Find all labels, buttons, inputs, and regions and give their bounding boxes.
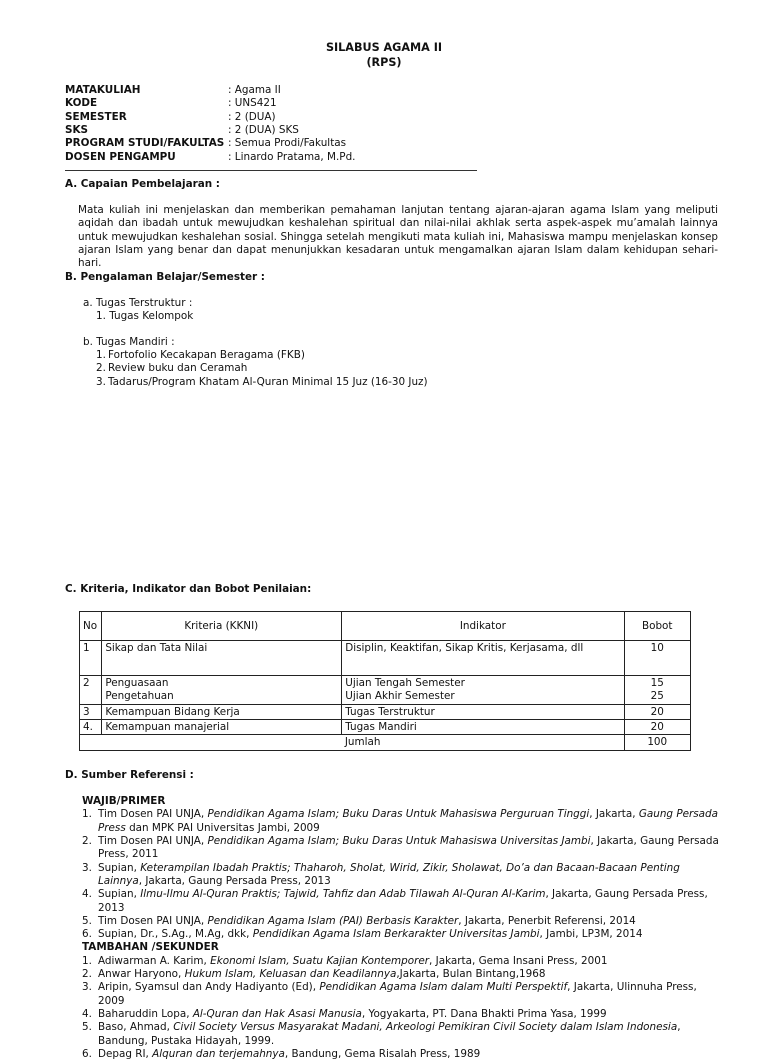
reference-text: , Jakarta, Gaung Persada Press, 2013 [98, 888, 708, 914]
reference-text: , Jambi, LP3M, 2014 [539, 928, 643, 941]
cell-line: Pengetahuan [105, 690, 174, 703]
reference-item [82, 955, 722, 968]
meta-value: : Agama II [228, 84, 281, 96]
total-value: 100 [625, 735, 691, 750]
reference-number: 5. [82, 1021, 92, 1034]
reference-text: Aripin, Syamsul dan Andy Hadiyanto (Ed), [98, 981, 320, 994]
reference-title: Gaung Persada Press [98, 808, 718, 834]
cell-bobot [625, 641, 691, 676]
meta-row [65, 97, 355, 110]
criteria-table [79, 611, 691, 751]
cell-line: Kemampuan manajerial [105, 720, 230, 733]
reference-item [82, 1021, 722, 1048]
section-a-text: Mata kuliah ini menjelaskan dan memberikan pemahaman lanjutan tentang ajaran-ajaran agama Islam yang meliputi aqidah dan ibadah untuk mewujudkan keshalehan spiritual dan nilai-nilai akhlak serta aspek-aspek mu’amalah lainnya untuk mewujudkan keshalehan sosial. Shingga setelah mengikuti mata kuliah ini, Mahasiswa mampu menjelaskan konsep ajaran Islam yang benar dan dapat menunjukkan kesadaran untuk mengamalkan ajaran Islam dalam kehidupan sehari-hari. [78, 204, 718, 270]
reference-text: , Bandung, Gema Risalah Press, 1989 [284, 1047, 481, 1060]
list-number: 2. [96, 362, 106, 375]
reference-item [82, 862, 722, 889]
reference-title: Pendidikan Agama Islam; Buku Daras Untuk Mahasiswa Perguruan Tinggi [207, 808, 590, 821]
reference-text: Adiwarman A. Karim, [98, 954, 211, 967]
meta-row [65, 124, 355, 137]
reference-title: Ekonomi Islam, Suatu Kajian Kontemporer [210, 954, 430, 967]
cell-line: Kemampuan Bidang Kerja [105, 705, 240, 718]
reference-title: Ilmu-Ilmu Al-Quran Praktis; Tajwid, Tahfiz dan Adab Tilawah Al-Quran Al-Karim [140, 888, 546, 901]
reference-title: Pendidikan Agama Islam; Buku Daras Untuk Mahasiswa Universitas Jambi [207, 834, 591, 847]
reference-text: ,Jakarta, Bulan Bintang,1968 [396, 968, 546, 981]
cell-kriteria [102, 641, 342, 676]
meta-divider [65, 170, 477, 171]
meta-value: : UNS421 [228, 97, 277, 110]
reference-title: Keterampilan Ibadah Praktis; Thaharoh, Sholat, Wirid, Zikir, Sholawat, Do’a dan Bacaan-Bacaan Penting Lainnya [98, 861, 680, 887]
list-text: Fortofolio Kecakapan Beragama (FKB) [108, 349, 305, 361]
reference-item [82, 968, 722, 981]
reference-text: Supian, Dr., S.Ag., M.Ag, dkk, [98, 928, 253, 941]
cell-line: Tugas Terstruktur [345, 705, 435, 718]
list-number: 3. [96, 375, 106, 388]
reference-title: Civil Society Versus Masyarakat Madani, Arkeologi Pemikiran Civil Society dalam Islam Indonesia [173, 1021, 678, 1034]
table-row [80, 676, 691, 705]
document-title: SILABUS AGAMA II [325, 41, 443, 54]
cell-bobot [625, 719, 691, 734]
cell-line: 10 [650, 642, 664, 654]
meta-row [65, 111, 355, 124]
reference-item [82, 981, 722, 1008]
meta-key: MATAKULIAH [65, 84, 141, 96]
section-c-heading: C. Kriteria, Indikator dan Bobot Penilaian: [65, 583, 312, 595]
meta-key: KODE [65, 97, 98, 110]
reference-text: dan MPK PAI Universitas Jambi, 2009 [125, 821, 320, 834]
cell-empty [80, 735, 102, 750]
table-row [80, 719, 691, 734]
list-item [96, 362, 696, 375]
cell-line: Tugas Mandiri [345, 720, 417, 733]
reference-number: 4. [82, 888, 92, 901]
col-header-bobot: Bobot [625, 612, 691, 641]
reference-item [82, 928, 722, 941]
course-meta-table [65, 84, 355, 164]
reference-number: 3. [82, 981, 92, 994]
meta-value: : Semua Prodi/Fakultas [228, 137, 347, 150]
reference-text: , Jakarta, Gaung Persada Press, 2013 [138, 874, 331, 887]
primer-reference-list [82, 808, 722, 941]
list-item [96, 376, 696, 389]
reference-text: , Jakarta, Ulinnuha Press, 2009 [98, 981, 697, 1007]
meta-value: : 2 (DUA) SKS [228, 123, 299, 136]
cell-line: Disiplin, Keaktifan, Sikap Kritis, Kerjasama, dll [345, 642, 584, 654]
cell-kriteria [102, 704, 342, 719]
reference-item [82, 1008, 722, 1021]
list-text: Review buku dan Ceramah [108, 362, 248, 375]
table-total-row [80, 735, 691, 750]
references-block [82, 795, 722, 1061]
reference-text: Tim Dosen PAI UNJA, [98, 808, 208, 821]
reference-text: Baso, Ahmad, [98, 1021, 174, 1034]
meta-row [65, 137, 355, 150]
cell-kriteria [102, 676, 342, 705]
reference-item [82, 1048, 722, 1061]
reference-number: 1. [82, 808, 92, 821]
reference-text: , Jakarta, Gaung Persada Press, 2011 [98, 834, 719, 861]
meta-key: SEMESTER [65, 110, 127, 123]
table-row [80, 641, 691, 676]
cell-no: 4. [80, 719, 102, 734]
cell-indikator [342, 641, 625, 676]
cell-indikator [342, 719, 625, 734]
reference-text: Supian, [98, 888, 141, 901]
cell-line: Penguasaan [105, 677, 169, 689]
reference-title: Pendidikan Agama Islam Berkarakter Universitas Jambi [252, 928, 540, 941]
reference-text: Baharuddin Lopa, [98, 1008, 193, 1020]
reference-text: , Yogyakarta, PT. Dana Bhakti Prima Yasa, 1999 [361, 1008, 607, 1020]
meta-key: PROGRAM STUDI/FAKULTAS [65, 137, 225, 150]
col-header-indikator: Indikator [342, 612, 625, 641]
meta-key: DOSEN PENGAMPU [65, 150, 176, 163]
reference-text: Anwar Haryono, [98, 968, 185, 981]
reference-number: 6. [82, 928, 92, 941]
cell-indikator [342, 676, 625, 705]
reference-title: Alquran dan terjemahnya [152, 1047, 285, 1060]
cell-kriteria [102, 719, 342, 734]
cell-indikator [342, 704, 625, 719]
reference-text: Tim Dosen PAI UNJA, [98, 834, 208, 847]
reference-number: 5. [82, 914, 92, 927]
tugas-terstruktur-label: a. Tugas Terstruktur : [83, 297, 193, 309]
reference-number: 3. [82, 861, 92, 874]
meta-row [65, 84, 355, 97]
col-header-kriteria: Kriteria (KKNI) [102, 612, 342, 641]
section-d-heading: D. Sumber Referensi : [65, 769, 194, 781]
reference-text: Supian, [98, 861, 141, 874]
reference-text: , Jakarta, Gema Insani Press, 2001 [429, 954, 608, 967]
reference-item [82, 808, 722, 835]
primer-label: WAJIB/PRIMER [82, 795, 166, 807]
meta-value: : 2 (DUA) [228, 110, 276, 123]
tugas-terstruktur-item: 1. Tugas Kelompok [96, 310, 194, 322]
table-header-row [80, 612, 691, 641]
section-a-heading: A. Capaian Pembelajaran : [65, 178, 220, 190]
tugas-mandiri-list [96, 349, 696, 389]
meta-value: : Linardo Pratama, M.Pd. [228, 150, 356, 163]
meta-row [65, 151, 355, 164]
cell-line: 25 [650, 690, 664, 703]
reference-title: Pendidikan Agama Islam (PAI) Berbasis Karakter [207, 914, 459, 927]
cell-line: 20 [650, 720, 664, 733]
cell-line: Ujian Tengah Semester [345, 677, 465, 689]
cell-no: 2 [80, 676, 102, 705]
total-label: Jumlah [102, 735, 625, 750]
cell-no: 1 [80, 641, 102, 676]
cell-line: 15 [650, 677, 664, 689]
section-b-heading: B. Pengalaman Belajar/Semester : [65, 271, 265, 283]
sekunder-reference-list [82, 955, 722, 1061]
list-number: 1. [96, 349, 106, 361]
reference-text: , Bandung, Pustaka Hidayah, 1999. [98, 1021, 681, 1047]
cell-line: 20 [650, 705, 664, 718]
list-item [96, 349, 696, 362]
reference-item [82, 915, 722, 928]
reference-number: 6. [82, 1047, 92, 1060]
sekunder-label: TAMBAHAN /SEKUNDER [82, 941, 219, 954]
reference-title: Pendidikan Agama Islam dalam Multi Perspektif [319, 981, 568, 994]
cell-bobot [625, 676, 691, 705]
reference-title: Al-Quran dan Hak Asasi Manusia [192, 1008, 362, 1020]
tugas-mandiri-label: b. Tugas Mandiri : [83, 336, 175, 348]
col-header-no: No [80, 612, 102, 641]
reference-number: 2. [82, 968, 92, 981]
reference-title: Hukum Islam, Keluasan dan Keadilannya [184, 968, 397, 981]
reference-number: 4. [82, 1008, 92, 1020]
reference-number: 2. [82, 834, 92, 847]
meta-key: SKS [65, 123, 89, 136]
cell-line: Ujian Akhir Semester [345, 690, 455, 703]
document-title-block [0, 41, 768, 70]
document-subtitle: (RPS) [366, 55, 402, 69]
list-text: Tadarus/Program Khatam Al-Quran Minimal 15 Juz (16-30 Juz) [108, 375, 428, 388]
reference-text: , Jakarta, Penerbit Referensi, 2014 [458, 914, 636, 927]
table-row [80, 704, 691, 719]
reference-item [82, 835, 722, 862]
cell-line: Sikap dan Tata Nilai [105, 642, 208, 654]
cell-bobot [625, 704, 691, 719]
reference-text: Depag RI, [98, 1047, 153, 1060]
reference-text: , Jakarta, [589, 808, 639, 821]
cell-no: 3 [80, 704, 102, 719]
reference-number: 1. [82, 954, 92, 967]
reference-item [82, 888, 722, 915]
reference-text: Tim Dosen PAI UNJA, [98, 914, 208, 927]
